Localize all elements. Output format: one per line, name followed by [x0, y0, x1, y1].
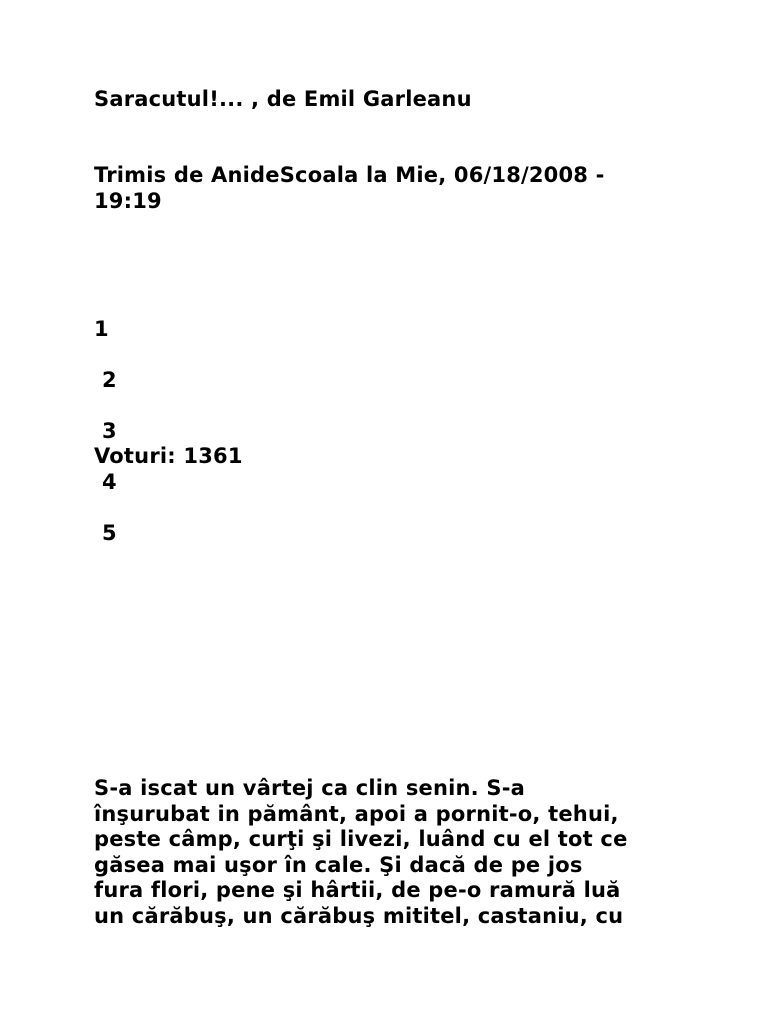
body-line: găsea mai uşor în cale. Şi dacă de pe jos: [94, 852, 583, 877]
vote-count: Voturi: 1361: [94, 444, 243, 468]
body-line: înşurubat in pământ, apoi a pornit-o, tehui,: [94, 801, 619, 826]
body-line: peste câmp, curţi şi livezi, luând cu el tot ce: [94, 827, 628, 851]
rating-option-4[interactable]: 4: [102, 469, 117, 494]
body-line: un cărăbuş, un cărăbuş mititel, castaniu, cu: [94, 903, 624, 928]
rating-option-2[interactable]: 2: [102, 367, 117, 392]
article-title: Saracutul!... , de Emil Garleanu: [94, 87, 472, 111]
body-line: S-a iscat un vârtej ca clin senin. S-a: [94, 776, 525, 800]
rating-option-5[interactable]: 5: [102, 520, 117, 545]
rating-widget: [94, 291, 694, 572]
body-line: fura flori, pene şi hârtii, de pe-o ramură luă: [94, 878, 621, 902]
rating-option-1[interactable]: 1: [94, 316, 109, 341]
submitted-info: Trimis de AnideScoala la Mie, 06/18/2008 - 19:19: [94, 163, 605, 213]
article-body: [94, 776, 694, 929]
rating-option-3[interactable]: 3: [102, 418, 117, 443]
